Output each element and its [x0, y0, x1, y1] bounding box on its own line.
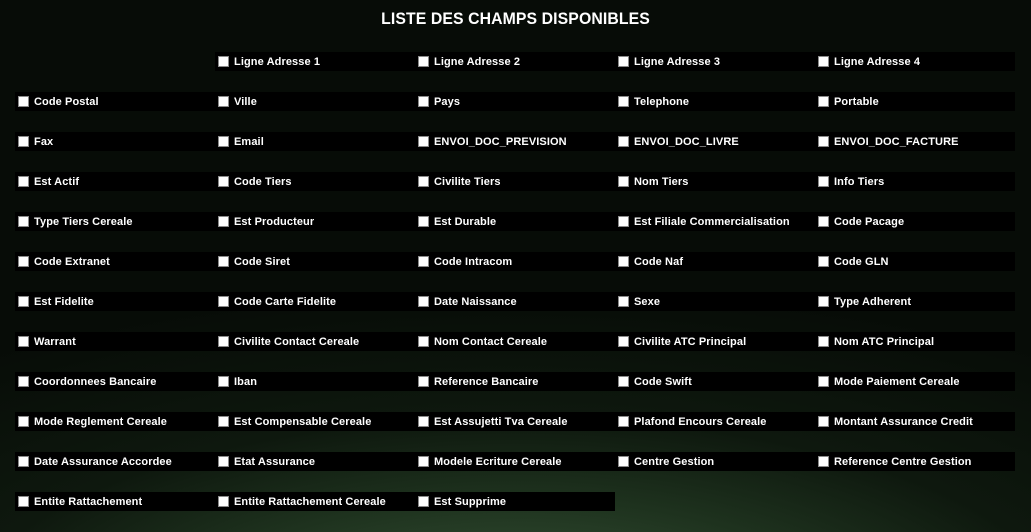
field-cell — [615, 210, 815, 250]
field-cell — [215, 450, 415, 490]
field-checkbox[interactable] — [418, 96, 429, 107]
field-option[interactable] — [415, 412, 615, 431]
field-label: Pays — [434, 95, 461, 108]
field-cell — [415, 250, 615, 290]
field-cell — [615, 450, 815, 490]
field-checkbox[interactable] — [818, 136, 829, 147]
field-checkbox[interactable] — [818, 216, 829, 227]
field-checkbox[interactable] — [218, 216, 229, 227]
field-label: Code Postal — [34, 95, 99, 108]
field-cell — [815, 90, 1015, 130]
field-label: Civilite Contact Cereale — [234, 335, 360, 348]
field-cell — [615, 250, 815, 290]
field-checkbox[interactable] — [818, 376, 829, 387]
field-checkbox[interactable] — [818, 56, 829, 67]
field-checkbox[interactable] — [218, 56, 229, 67]
field-option[interactable] — [215, 412, 415, 431]
field-option[interactable] — [415, 212, 615, 231]
field-cell — [215, 290, 415, 330]
field-label: Montant Assurance Credit — [834, 415, 973, 428]
field-checkbox[interactable] — [418, 296, 429, 307]
field-checkbox[interactable] — [618, 336, 629, 347]
field-checkbox[interactable] — [18, 176, 29, 187]
field-checkbox[interactable] — [418, 256, 429, 267]
field-cell — [415, 90, 615, 130]
field-cell — [415, 330, 615, 370]
field-label: Entite Rattachement Cereale — [234, 495, 386, 508]
field-option[interactable] — [615, 92, 815, 111]
field-checkbox[interactable] — [218, 336, 229, 347]
field-checkbox[interactable] — [618, 256, 629, 267]
field-checkbox[interactable] — [618, 56, 629, 67]
field-cell — [815, 250, 1015, 290]
field-label: Plafond Encours Cereale — [634, 415, 767, 428]
field-option[interactable] — [815, 452, 1015, 471]
field-cell — [215, 250, 415, 290]
field-label: Code Siret — [234, 255, 291, 268]
field-option[interactable] — [415, 452, 615, 471]
field-option[interactable] — [815, 172, 1015, 191]
field-cell — [15, 170, 215, 210]
field-option[interactable] — [615, 372, 815, 391]
field-label: Entite Rattachement — [34, 495, 143, 508]
field-option[interactable] — [615, 132, 815, 151]
field-option[interactable] — [215, 492, 415, 511]
field-cell — [215, 410, 415, 450]
field-checkbox[interactable] — [818, 336, 829, 347]
field-cell — [815, 450, 1015, 490]
field-cell — [415, 370, 615, 410]
field-option[interactable] — [15, 212, 215, 231]
field-checkbox[interactable] — [218, 296, 229, 307]
field-label: Date Assurance Accordee — [34, 455, 172, 468]
field-option[interactable] — [615, 252, 815, 271]
field-checkbox[interactable] — [618, 216, 629, 227]
field-cell — [815, 330, 1015, 370]
field-label: Nom Contact Cereale — [434, 335, 548, 348]
field-checkbox[interactable] — [418, 416, 429, 427]
field-label: Type Tiers Cereale — [34, 215, 133, 228]
field-label: Est Filiale Commercialisation — [634, 215, 790, 228]
field-option[interactable] — [215, 252, 415, 271]
field-option[interactable] — [15, 132, 215, 151]
field-option[interactable] — [415, 92, 615, 111]
field-option[interactable] — [15, 252, 215, 271]
field-label: Warrant — [34, 335, 76, 348]
field-label: Ville — [234, 95, 257, 108]
field-cell — [815, 490, 1015, 530]
field-checkbox[interactable] — [418, 216, 429, 227]
field-label: Iban — [234, 375, 258, 388]
field-cell — [415, 130, 615, 170]
field-checkbox[interactable] — [618, 416, 629, 427]
field-option[interactable] — [615, 212, 815, 231]
field-option[interactable] — [615, 332, 815, 351]
field-option[interactable] — [15, 92, 215, 111]
field-option[interactable] — [215, 292, 415, 311]
field-label: Code Intracom — [434, 255, 513, 268]
field-label: Mode Reglement Cereale — [34, 415, 168, 428]
field-checkbox[interactable] — [18, 96, 29, 107]
field-checkbox[interactable] — [18, 136, 29, 147]
field-option[interactable] — [215, 452, 415, 471]
field-checkbox[interactable] — [418, 456, 429, 467]
field-checkbox[interactable] — [418, 136, 429, 147]
field-cell — [215, 330, 415, 370]
field-checkbox[interactable] — [818, 416, 829, 427]
field-cell — [215, 130, 415, 170]
field-checkbox[interactable] — [18, 216, 29, 227]
field-checkbox[interactable] — [618, 136, 629, 147]
field-option[interactable] — [815, 52, 1015, 71]
field-cell — [15, 50, 215, 90]
field-cell — [415, 170, 615, 210]
field-checkbox[interactable] — [218, 376, 229, 387]
field-option[interactable] — [415, 332, 615, 351]
field-cell — [615, 170, 815, 210]
field-label: Code Carte Fidelite — [234, 295, 337, 308]
field-option[interactable] — [815, 132, 1015, 151]
field-label: Civilite ATC Principal — [634, 335, 747, 348]
field-option[interactable] — [615, 292, 815, 311]
field-label: Coordonnees Bancaire — [34, 375, 157, 388]
field-option[interactable] — [415, 292, 615, 311]
field-option[interactable] — [215, 332, 415, 351]
field-option[interactable] — [215, 52, 415, 71]
field-checkbox[interactable] — [218, 136, 229, 147]
field-checkbox[interactable] — [418, 336, 429, 347]
field-label: Code Pacage — [834, 215, 905, 228]
field-cell — [815, 290, 1015, 330]
field-checkbox[interactable] — [818, 256, 829, 267]
field-label: Sexe — [634, 295, 661, 308]
field-label: Type Adherent — [834, 295, 912, 308]
field-checkbox[interactable] — [618, 176, 629, 187]
field-option[interactable] — [215, 372, 415, 391]
field-option[interactable] — [215, 92, 415, 111]
field-cell — [615, 90, 815, 130]
field-label: Ligne Adresse 3 — [634, 55, 721, 68]
field-cell — [15, 410, 215, 450]
field-option[interactable] — [415, 132, 615, 151]
field-checkbox[interactable] — [618, 96, 629, 107]
field-label: ENVOI_DOC_FACTURE — [834, 135, 959, 148]
field-cell — [815, 50, 1015, 90]
field-label: Est Assujetti Tva Cereale — [434, 415, 568, 428]
field-cell — [615, 370, 815, 410]
field-cell — [615, 290, 815, 330]
field-label: ENVOI_DOC_PREVISION — [434, 135, 567, 148]
field-checkbox[interactable] — [618, 296, 629, 307]
field-checkbox[interactable] — [218, 176, 229, 187]
field-label: Email — [234, 135, 264, 148]
field-option[interactable] — [15, 332, 215, 351]
field-label: Modele Ecriture Cereale — [434, 455, 562, 468]
field-option[interactable] — [815, 332, 1015, 351]
field-label: Code Swift — [634, 375, 692, 388]
field-checkbox[interactable] — [418, 376, 429, 387]
field-cell — [15, 130, 215, 170]
field-label: Code Tiers — [234, 175, 292, 188]
field-label: Est Actif — [34, 175, 80, 188]
field-checkbox[interactable] — [618, 456, 629, 467]
field-label: Code GLN — [834, 255, 889, 268]
field-option[interactable] — [815, 252, 1015, 271]
field-checkbox[interactable] — [418, 56, 429, 67]
field-label: Etat Assurance — [234, 455, 316, 468]
field-cell — [15, 90, 215, 130]
field-checkbox[interactable] — [218, 256, 229, 267]
field-option[interactable] — [15, 292, 215, 311]
field-checkbox[interactable] — [18, 336, 29, 347]
field-label: Ligne Adresse 1 — [234, 55, 321, 68]
field-cell — [415, 50, 615, 90]
field-checkbox[interactable] — [418, 176, 429, 187]
field-cell — [15, 330, 215, 370]
field-checkbox[interactable] — [218, 416, 229, 427]
field-label: ENVOI_DOC_LIVRE — [634, 135, 739, 148]
field-cell — [15, 290, 215, 330]
field-cell — [415, 290, 615, 330]
field-option[interactable] — [15, 372, 215, 391]
field-option[interactable] — [815, 412, 1015, 431]
field-option[interactable] — [415, 52, 615, 71]
field-label: Ligne Adresse 2 — [434, 55, 521, 68]
field-cell — [215, 90, 415, 130]
field-checkbox[interactable] — [218, 96, 229, 107]
field-cell — [215, 210, 415, 250]
field-option[interactable] — [415, 372, 615, 391]
field-label: Fax — [34, 135, 54, 148]
field-label: Est Supprime — [434, 495, 507, 508]
field-label: Nom Tiers — [634, 175, 689, 188]
field-option[interactable] — [215, 172, 415, 191]
field-cell — [15, 370, 215, 410]
field-cell — [15, 250, 215, 290]
field-option[interactable] — [815, 92, 1015, 111]
field-label: Mode Paiement Cereale — [834, 375, 960, 388]
field-cell — [15, 490, 215, 530]
field-label: Code Naf — [634, 255, 684, 268]
field-cell — [15, 210, 215, 250]
field-checkbox[interactable] — [818, 456, 829, 467]
field-checkbox[interactable] — [818, 96, 829, 107]
field-option[interactable] — [215, 212, 415, 231]
field-cell — [815, 210, 1015, 250]
fields-grid — [15, 50, 1015, 530]
field-cell — [815, 370, 1015, 410]
field-cell — [415, 410, 615, 450]
field-checkbox[interactable] — [18, 456, 29, 467]
page-title: LISTE DES CHAMPS DISPONIBLES — [381, 9, 650, 28]
field-checkbox[interactable] — [18, 376, 29, 387]
field-checkbox[interactable] — [218, 496, 229, 507]
field-label: Info Tiers — [834, 175, 885, 188]
field-checkbox[interactable] — [218, 456, 229, 467]
field-checkbox[interactable] — [18, 296, 29, 307]
field-option[interactable] — [15, 412, 215, 431]
field-option[interactable] — [15, 452, 215, 471]
field-cell — [615, 490, 815, 530]
field-cell — [815, 130, 1015, 170]
field-label: Nom ATC Principal — [834, 335, 935, 348]
field-label: Est Producteur — [234, 215, 315, 228]
field-cell — [215, 50, 415, 90]
field-option[interactable] — [415, 172, 615, 191]
field-label: Date Naissance — [434, 295, 517, 308]
field-label: Centre Gestion — [634, 455, 715, 468]
field-checkbox[interactable] — [418, 496, 429, 507]
field-checkbox[interactable] — [18, 496, 29, 507]
field-cell — [215, 370, 415, 410]
field-checkbox[interactable] — [818, 296, 829, 307]
field-label: Civilite Tiers — [434, 175, 501, 188]
field-label: Reference Centre Gestion — [834, 455, 972, 468]
field-cell — [415, 450, 615, 490]
field-option[interactable] — [615, 452, 815, 471]
field-checkbox[interactable] — [18, 416, 29, 427]
field-label: Est Durable — [434, 215, 497, 228]
field-cell — [815, 170, 1015, 210]
field-cell — [615, 130, 815, 170]
field-option[interactable] — [15, 172, 215, 191]
field-checkbox[interactable] — [18, 256, 29, 267]
field-option[interactable] — [415, 252, 615, 271]
field-label: Portable — [834, 95, 879, 108]
field-cell — [815, 410, 1015, 450]
field-cell — [615, 330, 815, 370]
field-option[interactable] — [615, 412, 815, 431]
field-option[interactable] — [615, 172, 815, 191]
field-checkbox[interactable] — [818, 176, 829, 187]
field-label: Reference Bancaire — [434, 375, 539, 388]
field-cell — [215, 490, 415, 530]
field-option[interactable] — [215, 132, 415, 151]
field-option[interactable] — [415, 492, 615, 511]
field-option[interactable] — [815, 212, 1015, 231]
field-cell — [415, 490, 615, 530]
field-label: Telephone — [634, 95, 690, 108]
field-label: Est Fidelite — [34, 295, 94, 308]
field-option[interactable] — [615, 52, 815, 71]
field-cell — [615, 50, 815, 90]
field-cell — [615, 410, 815, 450]
field-cell — [215, 170, 415, 210]
field-option[interactable] — [815, 292, 1015, 311]
field-label: Est Compensable Cereale — [234, 415, 372, 428]
field-label: Ligne Adresse 4 — [834, 55, 921, 68]
field-cell — [15, 450, 215, 490]
field-cell — [415, 210, 615, 250]
field-option[interactable] — [15, 492, 215, 511]
field-option[interactable] — [815, 372, 1015, 391]
field-checkbox[interactable] — [618, 376, 629, 387]
field-label: Code Extranet — [34, 255, 110, 268]
